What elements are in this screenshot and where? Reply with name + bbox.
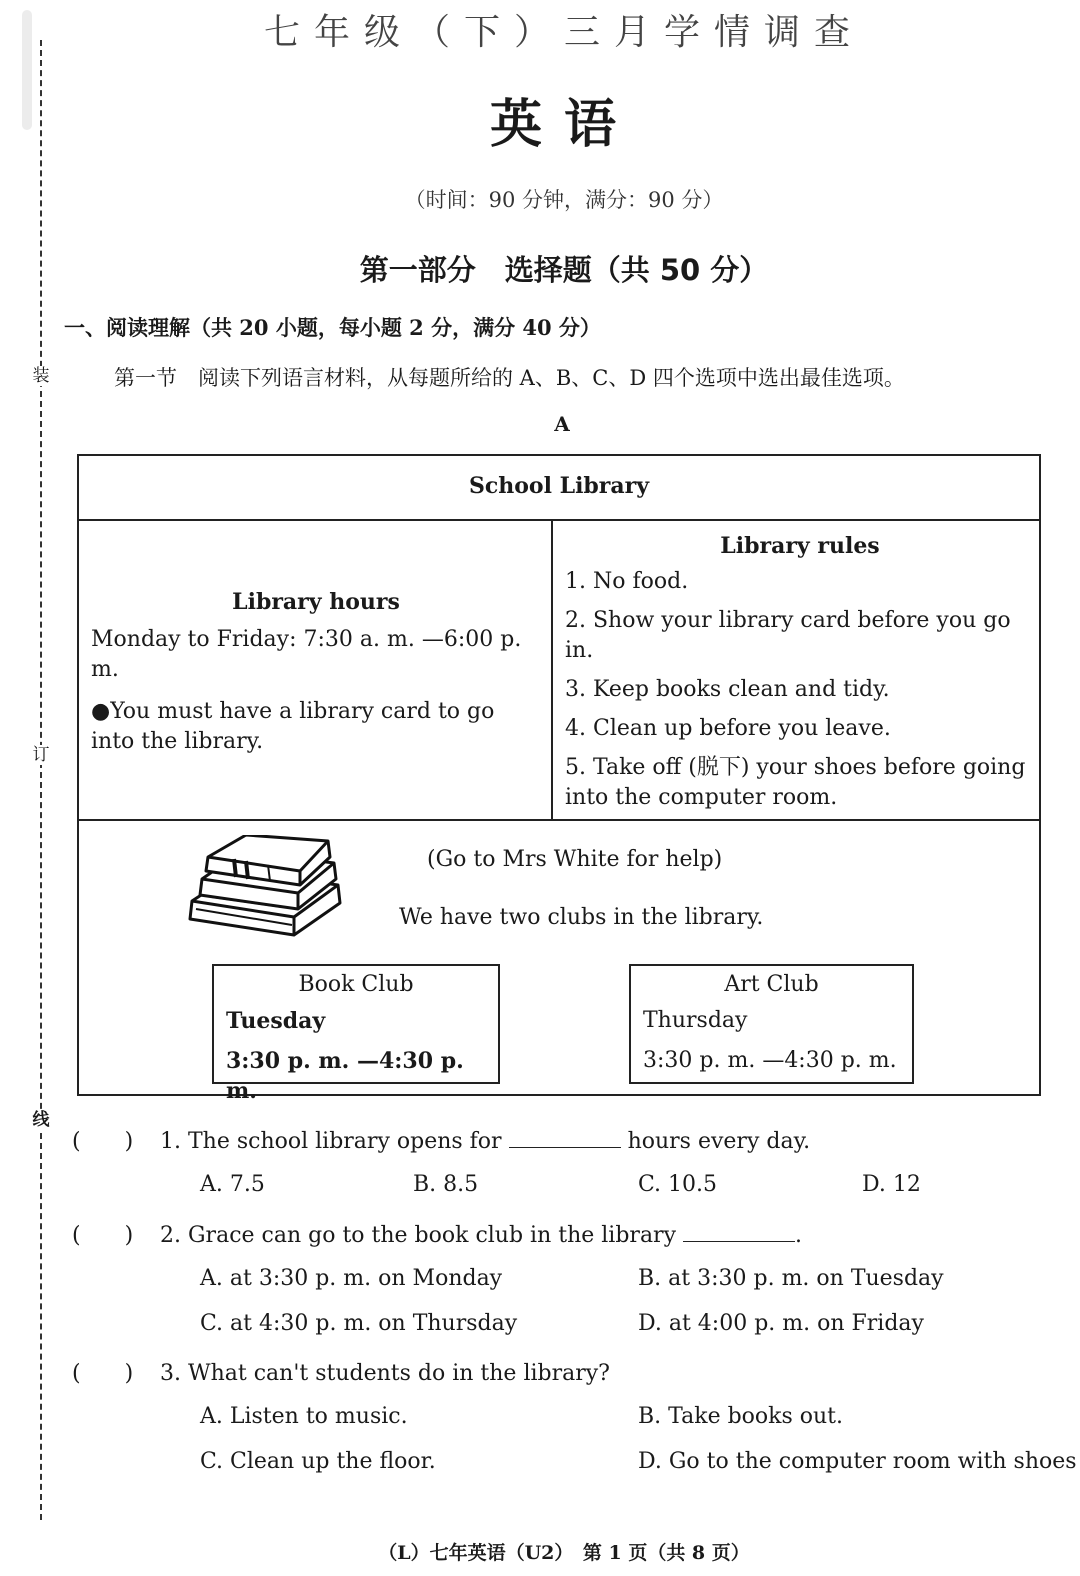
- library-hours-note: ●You must have a library card to go into the library.: [91, 699, 495, 754]
- option-c[interactable]: C. 10.5: [638, 1172, 718, 1197]
- section-heading: 一、阅读理解（共 20 小题，每小题 2 分，满分 40 分）: [64, 315, 601, 340]
- question-stem: 1. The school library opens for: [160, 1129, 502, 1154]
- club-time: 3:30 p. m. —4:30 p. m.: [226, 1048, 464, 1104]
- option-c[interactable]: C. Clean up the floor.: [200, 1449, 436, 1474]
- answer-bracket[interactable]: ( ): [72, 1361, 134, 1386]
- column-divider: [551, 519, 553, 819]
- page-footer: （L）七年英语（U2） 第 1 页（共 8 页）: [378, 1542, 750, 1564]
- answer-bracket[interactable]: ( ): [72, 1129, 134, 1154]
- question-1: [72, 1124, 1062, 1155]
- answer-bracket[interactable]: ( ): [72, 1223, 134, 1248]
- time-info: （时间：90 分钟，满分：90 分）: [404, 188, 724, 212]
- question-2: [72, 1218, 1062, 1249]
- rule-item: 3. Keep books clean and tidy.: [565, 677, 890, 702]
- passage-box: [77, 454, 1041, 1104]
- passage-middle-section: [79, 519, 1039, 821]
- question-stem-end: .: [795, 1223, 803, 1248]
- option-d[interactable]: D. 12: [862, 1172, 921, 1197]
- option-d[interactable]: D. Go to the computer room with shoes: [638, 1449, 1077, 1474]
- question-stem: 3. What can't students do in the library?: [160, 1361, 610, 1386]
- books-icon: [182, 835, 347, 947]
- clubs-intro-text: We have two clubs in the library.: [399, 905, 764, 930]
- club-day: Thursday: [643, 1008, 748, 1033]
- rule-item: 5. Take off (脱下) your shoes before going into the computer room.: [565, 755, 1026, 810]
- part-title: 第一部分 选择题（共 50 分）: [359, 253, 769, 287]
- answer-blank[interactable]: [683, 1221, 795, 1242]
- library-hours-title: Library hours: [232, 589, 400, 615]
- club-day: Tuesday: [226, 1008, 326, 1034]
- option-c[interactable]: C. at 4:30 p. m. on Thursday: [200, 1311, 518, 1336]
- option-b[interactable]: B. Take books out.: [638, 1404, 844, 1429]
- binding-mark-xian: 线: [32, 1110, 50, 1130]
- binding-mark-ding: 订: [32, 745, 50, 765]
- help-text: (Go to Mrs White for help): [427, 847, 723, 872]
- option-a[interactable]: A. Listen to music.: [200, 1404, 408, 1429]
- art-club-box: [629, 964, 914, 1084]
- option-b[interactable]: B. at 3:30 p. m. on Tuesday: [638, 1266, 944, 1291]
- option-d[interactable]: D. at 4:00 p. m. on Friday: [638, 1311, 924, 1336]
- question-stem: 2. Grace can go to the book club in the library: [160, 1223, 677, 1248]
- binding-mark-zhuang: 装: [32, 366, 50, 386]
- club-name: Art Club: [724, 972, 819, 997]
- exam-title: 七年级（下）三月学情调查: [263, 12, 864, 53]
- club-time: 3:30 p. m. —4:30 p. m.: [643, 1048, 897, 1073]
- library-hours-time: Monday to Friday: 7:30 a. m. —6:00 p. m.: [91, 627, 522, 682]
- answer-blank[interactable]: [509, 1127, 621, 1148]
- question-stem-end: hours every day.: [627, 1129, 811, 1154]
- option-b[interactable]: B. 8.5: [413, 1172, 479, 1197]
- rule-item: 1. No food.: [565, 569, 689, 594]
- subject-title: 英语: [489, 95, 638, 155]
- question-3: [72, 1356, 1062, 1387]
- passage-label: A: [554, 412, 570, 436]
- rule-item: 2. Show your library card before you go in.: [565, 608, 1011, 663]
- library-hours: [91, 589, 541, 769]
- library-rules-title: Library rules: [720, 533, 880, 559]
- option-a[interactable]: A. at 3:30 p. m. on Monday: [200, 1266, 503, 1291]
- club-name: Book Club: [298, 972, 414, 997]
- instruction-text: 第一节 阅读下列语言材料，从每题所给的 A、B、C、D 四个选项中选出最佳选项。: [114, 366, 905, 390]
- library-rules: [565, 533, 1035, 822]
- rule-item: 4. Clean up before you leave.: [565, 716, 891, 741]
- passage-clubs-section: [79, 819, 1039, 1104]
- option-a[interactable]: A. 7.5: [200, 1172, 265, 1197]
- passage-title: School Library: [79, 456, 1039, 521]
- book-club-box: [212, 964, 500, 1104]
